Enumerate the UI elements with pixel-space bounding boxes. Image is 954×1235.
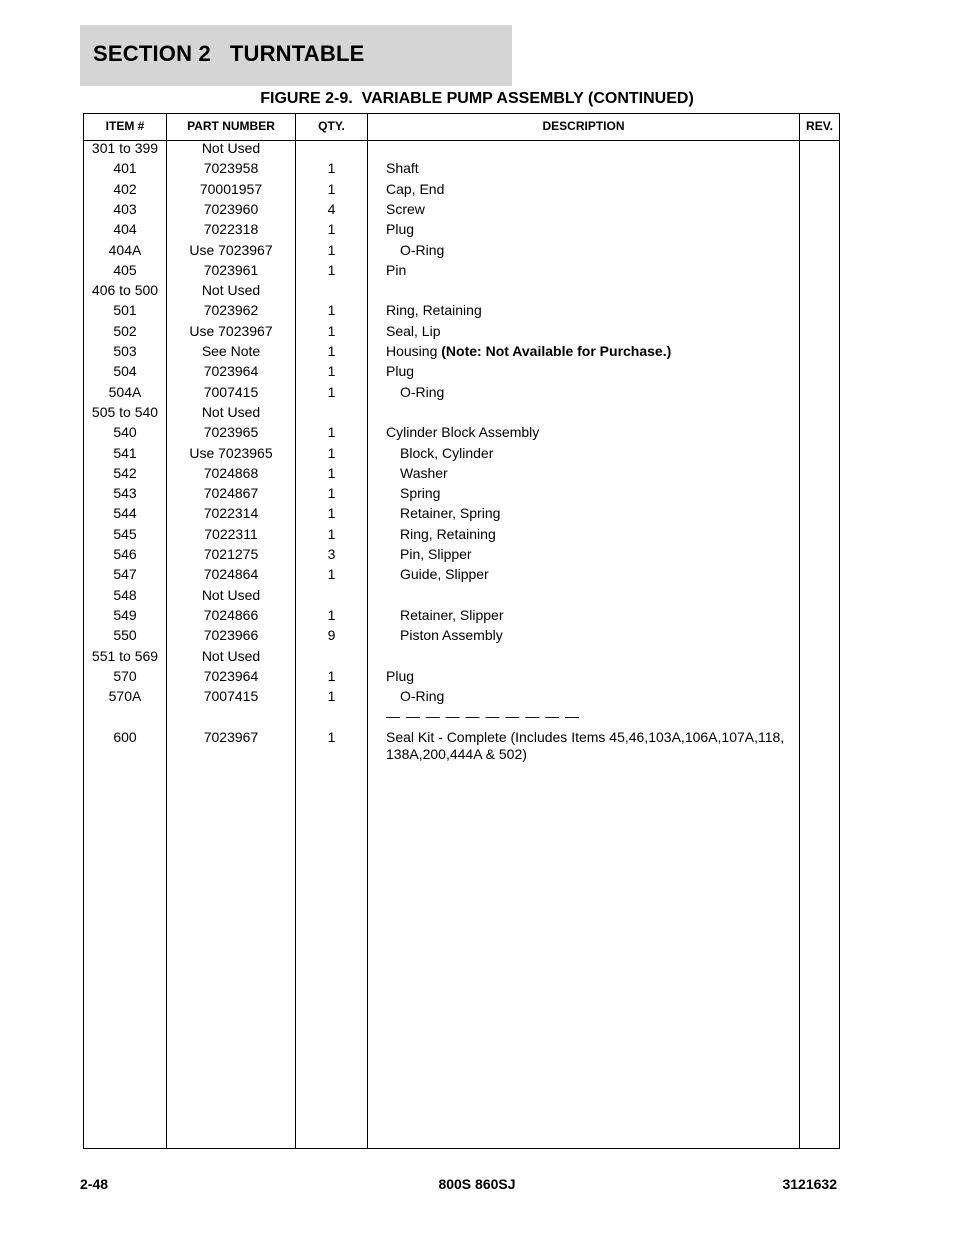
quantity: 1	[327, 241, 336, 258]
part-number: 7021275	[203, 546, 259, 562]
description-text: Cap, End	[386, 180, 445, 197]
part-number: 7023958	[203, 160, 259, 177]
part-number: Use 7023965	[189, 444, 273, 461]
quantity: 1	[327, 180, 336, 197]
table-row	[84, 282, 839, 302]
table-row	[84, 181, 839, 201]
table-row	[84, 546, 839, 566]
document-number: 3121632	[782, 1176, 837, 1192]
description	[386, 343, 806, 360]
description-text: Seal Kit - Complete (Includes Items 45,46,103A,106A,107A,118, 138A,200,444A & 502)	[386, 728, 785, 762]
quantity: 3	[327, 546, 336, 562]
description-text: O-Ring	[400, 688, 445, 705]
part-number: 7024866	[203, 606, 259, 623]
table-row	[84, 201, 839, 221]
quantity: 1	[327, 667, 336, 684]
part-number: Not Used	[201, 647, 261, 664]
page-number: 2-48	[80, 1176, 109, 1192]
part-number: Not Used	[201, 403, 261, 420]
part-number: 70001957	[199, 180, 263, 197]
description	[400, 465, 820, 482]
item-number: 404	[113, 221, 137, 238]
table-row	[84, 648, 839, 668]
quantity: 1	[327, 343, 336, 359]
description	[386, 302, 806, 319]
part-number: 7023967	[203, 728, 259, 745]
table-row	[84, 404, 839, 424]
item-number: 549	[113, 606, 137, 623]
item-number: 504	[113, 363, 137, 380]
quantity: 1	[327, 221, 336, 238]
description	[386, 668, 806, 685]
description-text: Spring	[400, 485, 441, 502]
description	[386, 363, 806, 380]
header-qty: QTY.	[318, 119, 345, 133]
item-number: 505 to 540	[91, 403, 159, 420]
quantity: 4	[327, 200, 336, 217]
quantity: 1	[327, 322, 336, 339]
item-number: 570	[113, 667, 137, 684]
header-description: DESCRIPTION	[542, 119, 625, 133]
description	[386, 201, 806, 218]
description	[386, 729, 806, 763]
description-text: Cylinder Block Assembly	[386, 424, 540, 441]
table-row	[84, 526, 839, 546]
quantity: 1	[327, 606, 336, 623]
quantity: 1	[327, 464, 336, 481]
item-number: 503	[113, 343, 137, 359]
quantity: 1	[327, 688, 336, 705]
description-text: Retainer, Slipper	[400, 606, 504, 623]
table-row	[84, 262, 839, 282]
item-number: 301 to 399	[91, 140, 159, 156]
table-row	[84, 607, 839, 627]
table-row	[84, 485, 839, 505]
description-text: Washer	[400, 464, 448, 481]
part-number: Not Used	[201, 282, 261, 299]
description-text: Ring, Retaining	[386, 302, 482, 319]
item-number: 600	[113, 728, 137, 745]
item-number: 404A	[108, 241, 142, 258]
table-row	[84, 566, 839, 586]
part-number: 7022314	[203, 505, 259, 522]
description	[386, 708, 806, 725]
table-row	[84, 384, 839, 404]
item-number: 403	[113, 200, 137, 217]
quantity: 1	[327, 302, 336, 319]
table-row	[84, 688, 839, 708]
table-row	[84, 445, 839, 465]
description-text: Housing	[386, 343, 442, 359]
table-row	[84, 221, 839, 241]
table-row	[84, 728, 839, 762]
part-number: See Note	[201, 343, 261, 359]
item-number: 501	[113, 302, 137, 319]
quantity: 1	[327, 505, 336, 522]
description-text: Screw	[386, 200, 425, 217]
table-row	[84, 363, 839, 383]
description-text: Retainer, Spring	[400, 505, 501, 522]
part-number: Use 7023967	[189, 241, 273, 258]
part-number: Not Used	[201, 586, 261, 603]
table-row	[84, 668, 839, 688]
item-number: 548	[113, 586, 137, 603]
item-number: 547	[113, 566, 137, 583]
description	[400, 627, 820, 644]
quantity: 9	[327, 627, 336, 644]
table-row	[84, 587, 839, 607]
item-number: 551 to 569	[91, 647, 159, 664]
header-item: ITEM #	[105, 119, 145, 133]
quantity: 1	[327, 525, 336, 542]
parts-table	[83, 113, 840, 1149]
description-text: Seal, Lip	[386, 322, 441, 339]
description-text: O-Ring	[400, 241, 445, 258]
part-number: 7023964	[203, 667, 259, 684]
description-text: Plug	[386, 667, 415, 684]
part-number: 7023965	[203, 424, 259, 441]
part-number: 7007415	[203, 383, 259, 400]
item-number: 550	[113, 627, 137, 644]
quantity: 1	[327, 363, 336, 380]
description-text: Block, Cylinder	[400, 444, 494, 461]
item-number: 570A	[108, 688, 142, 705]
description	[400, 688, 820, 705]
description	[386, 221, 806, 238]
description-text: Plug	[386, 363, 415, 380]
part-number: 7023960	[203, 200, 259, 217]
part-number: 7023962	[203, 302, 259, 319]
quantity: 1	[327, 485, 336, 502]
part-number: 7007415	[203, 688, 259, 705]
table-row	[84, 465, 839, 485]
item-number: 406 to 500	[91, 282, 159, 299]
table-row	[84, 343, 839, 363]
quantity: 1	[327, 160, 336, 177]
header-part-number: PART NUMBER	[187, 119, 275, 133]
description	[400, 546, 820, 563]
description	[400, 242, 820, 259]
item-number: 545	[113, 525, 137, 542]
table-row	[84, 505, 839, 525]
quantity: 1	[327, 444, 336, 461]
model-number: 800S 860SJ	[438, 1176, 516, 1192]
item-number: 546	[113, 546, 137, 562]
description-text: Piston Assembly	[400, 627, 503, 644]
item-number: 405	[113, 261, 137, 278]
description	[400, 566, 820, 583]
table-row	[84, 140, 839, 160]
part-number: Not Used	[201, 140, 261, 156]
part-number: 7023966	[203, 627, 259, 644]
quantity: 1	[327, 383, 336, 400]
description	[400, 526, 820, 543]
description-text: Ring, Retaining	[400, 525, 496, 542]
part-number: Use 7023967	[189, 322, 273, 339]
table-row	[84, 160, 839, 180]
description	[400, 485, 820, 502]
item-number: 544	[113, 505, 137, 522]
description	[386, 323, 806, 340]
description-text: Shaft	[386, 160, 419, 177]
section-title: SECTION 2 TURNTABLE	[93, 41, 365, 66]
part-number: 7022318	[203, 221, 259, 238]
part-number: 7023964	[203, 363, 259, 380]
description	[400, 384, 820, 401]
item-number: 402	[113, 180, 137, 197]
description	[386, 160, 806, 177]
quantity: 1	[327, 728, 336, 745]
table-row	[84, 242, 839, 262]
item-number: 502	[113, 322, 137, 339]
figure-title: FIGURE 2-9. VARIABLE PUMP ASSEMBLY (CONTINUED)	[260, 90, 694, 107]
description-text: — — — — — — — — — —	[386, 708, 581, 725]
description-text: O-Ring	[400, 383, 445, 400]
item-number: 541	[113, 444, 137, 461]
description	[400, 445, 820, 462]
description	[386, 181, 806, 198]
table-row	[84, 627, 839, 647]
table-row	[84, 708, 839, 728]
item-number: 542	[113, 464, 137, 481]
table-row	[84, 302, 839, 322]
description	[400, 607, 820, 624]
item-number: 401	[113, 160, 137, 177]
description-text: Guide, Slipper	[400, 566, 489, 583]
quantity: 1	[327, 424, 336, 441]
table-row	[84, 424, 839, 444]
section-header	[80, 25, 512, 86]
part-number: 7022311	[204, 525, 258, 542]
description-text: Plug	[386, 221, 415, 238]
description	[386, 424, 806, 441]
part-number: 7024868	[203, 464, 259, 481]
item-number: 504A	[108, 383, 142, 400]
item-number: 543	[113, 485, 137, 502]
quantity: 1	[327, 261, 336, 278]
description-text: Pin	[386, 261, 407, 278]
part-number: 7024864	[203, 566, 259, 583]
table-row	[84, 323, 839, 343]
part-number: 7023961	[203, 261, 259, 278]
description-note: (Note: Not Available for Purchase.)	[441, 343, 672, 359]
description	[400, 505, 820, 522]
description-text: Pin, Slipper	[400, 546, 472, 562]
quantity: 1	[327, 566, 336, 583]
item-number: 540	[113, 424, 137, 441]
description	[386, 262, 806, 279]
header-rev: REV.	[806, 119, 833, 133]
part-number: 7024867	[203, 485, 259, 502]
